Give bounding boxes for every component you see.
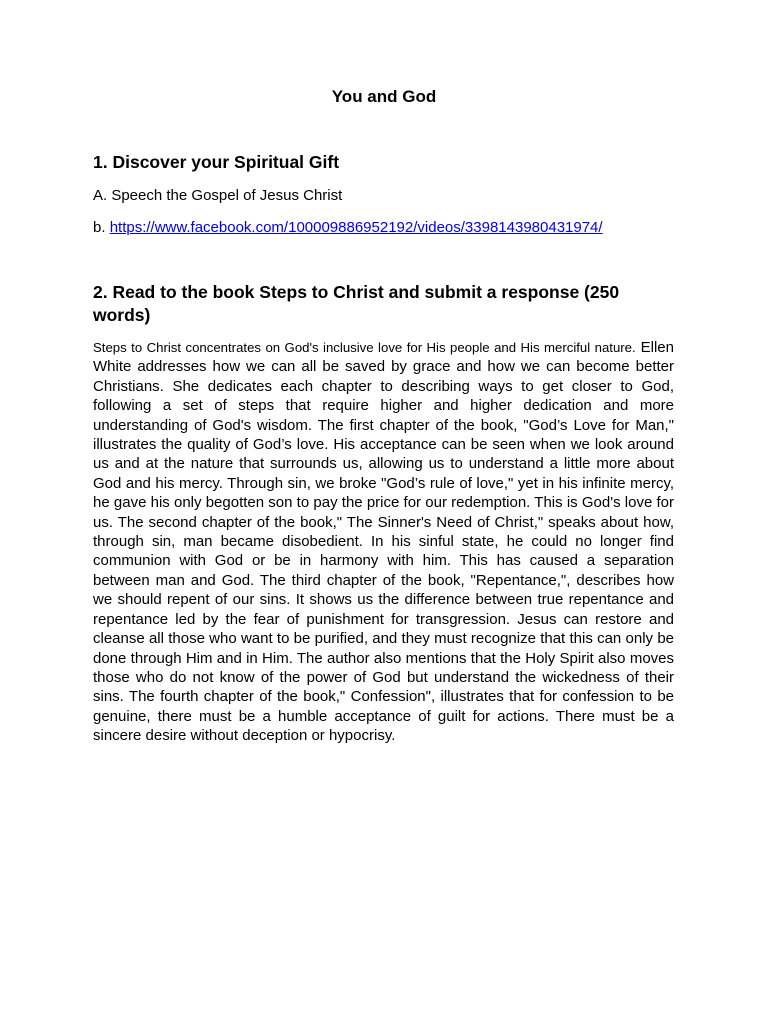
section-1-heading: 1. Discover your Spiritual Gift <box>93 152 340 172</box>
section-1-item-a: A. Speech the Gospel of Jesus Christ <box>93 187 343 204</box>
item-b-prefix: b. <box>93 219 110 236</box>
response-body: Ellen White addresses how we can all be saved by grace and how we can become better Christians. She dedicates each chapter to describing ways to get closer to God, following a set of steps that require higher and higher dedication and more understanding of God's wisdom. The first chapter of the book, "God’s Love for Man," illustrates the quality of God’s love. His acceptance can be seen when we look around us and at the nature that surrounds us, allowing us to understand a little more about God and his mercy. Through sin, we broke "God’s rule of love," yet in his infinite mercy, he gave his only begotten son to pay the price for our redemption. This is God's love for us. The second chapter of the book," The Sinner's Need of Christ," speaks about how, through sin, man became disobedient. In his sinful state, he could no longer find communion with God or be in harmony with him. This has caused a separation between man and God. The third chapter of the book, "Repentance,", describes how we should repent of our sins. It shows us the difference between true repentance and repentance led by the fear of punishment for transgression. Jesus can restore and cleanse all those who want to be purified, and they must recognize that this can only be done through Him and in Him. The author also mentions that the Holy Spirit also moves those who do not know of the power of God but understand the wickedness of their sins. The fourth chapter of the book," Confession", illustrates that for confession to be genuine, there must be a humble acceptance of guilt for actions. There must be a sincere desire without deception or hypocrisy. <box>93 339 674 745</box>
section-1-item-b <box>93 219 675 237</box>
response-lead-sentence: Steps to Christ concentrates on God's inclusive love for His people and His merciful nature. <box>93 340 636 355</box>
response-paragraph <box>93 338 674 746</box>
section-2-heading: 2. Read to the book Steps to Christ and submit a response (250 words) <box>93 282 620 325</box>
facebook-video-link[interactable]: https://www.facebook.com/100009886952192/videos/3398143980431974/ <box>109 219 603 236</box>
document-title: You and God <box>331 87 437 106</box>
